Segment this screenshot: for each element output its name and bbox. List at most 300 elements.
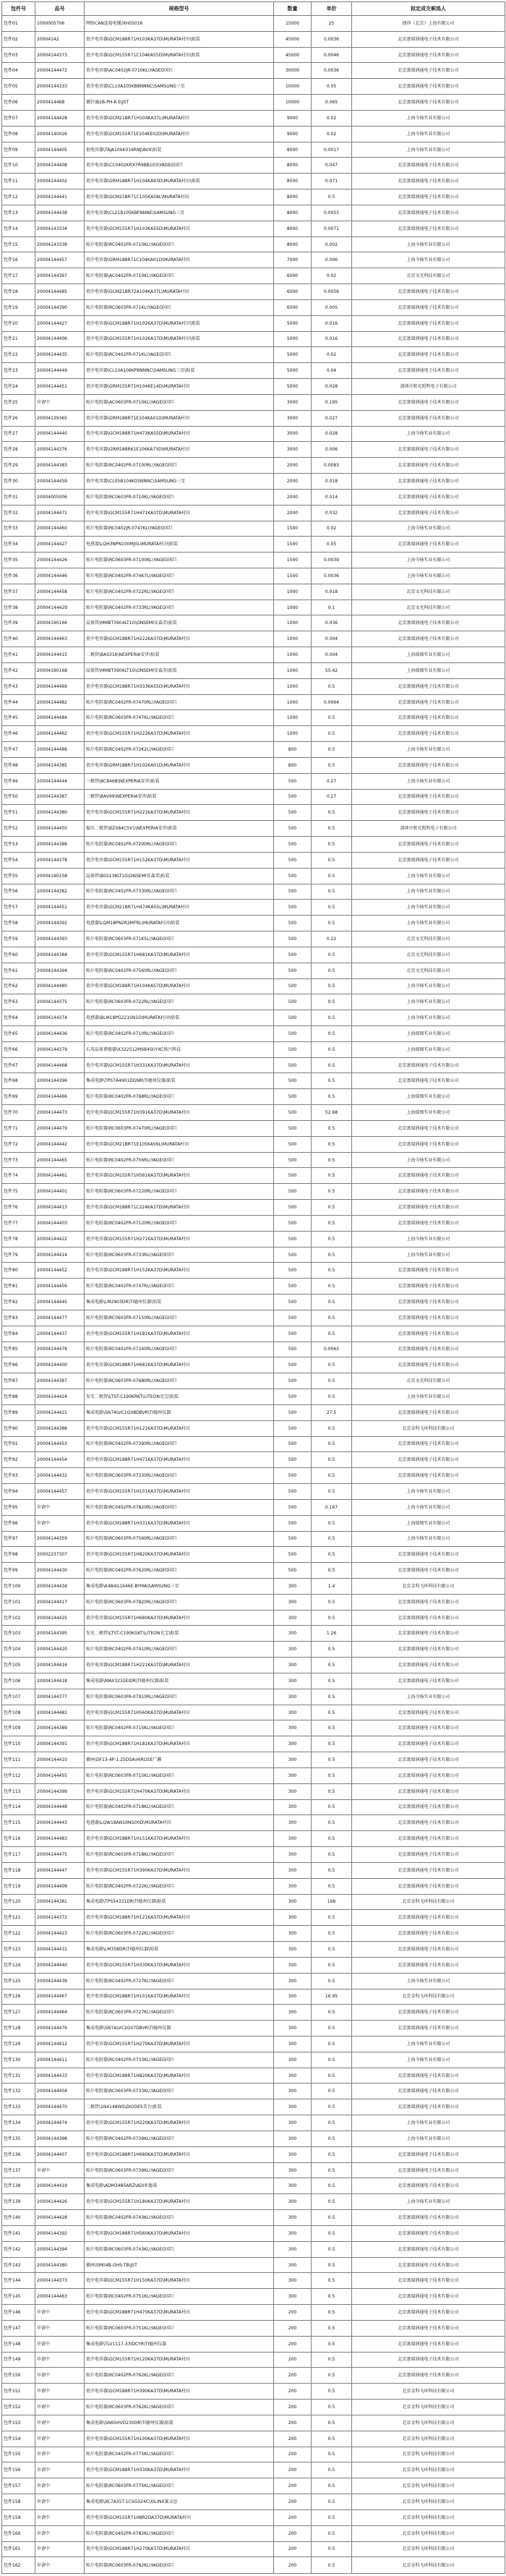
cell-spec-model: 瓷介电容器\GCM21BR71E105KA56L\MURATA村田 [85,1136,274,1152]
table-row [2,347,505,363]
cell-quantity: 500 [274,1073,312,1089]
cell-candidate: 上海今扬实业有限公司 [352,978,505,994]
table-row [2,2005,505,2021]
table-row [2,1200,505,1216]
cell-item-code: 20004144387 [35,1373,85,1389]
cell-quantity: 500 [274,1452,312,1468]
table-row [2,1705,505,1720]
cell-spec-model: 贴片电阻器\RC0402FR-0739KL\YAGEO国巨 [85,2131,274,2146]
cell-package-no: 包件45 [2,710,35,726]
cell-item-code: 申请中 [35,2509,85,2525]
cell-quantity: 300 [274,2194,312,2210]
cell-candidate: 北京富瑞润通电子技术有限公司 [352,331,505,347]
cell-item-code: 申请中 [35,2431,85,2447]
cell-quantity: 300 [274,2099,312,2115]
cell-item-code: 申请中 [35,2494,85,2510]
cell-item-code: 20004144373 [35,2273,85,2289]
cell-package-no: 包件14 [2,221,35,236]
cell-package-no: 包件78 [2,1231,35,1247]
cell-item-code: 20004190168 [35,662,85,678]
cell-candidate: 上海今扬实业有限公司 [352,742,505,758]
cell-quantity: 300 [274,1910,312,1926]
cell-candidate: 北京富瑞润通电子技术有限公司 [352,1658,505,1673]
cell-candidate: 北京富瑞润通电子技术有限公司 [352,805,505,821]
cell-spec-model: 发光二极管\LTST-C190KRKT\LITEON光宝\贴装 [85,1389,274,1405]
cell-spec-model: 贴片电阻器\RC0402FR-07470RL\YAGEO国巨 [85,694,274,710]
cell-candidate: 北京金科飞环科技有限公司 [352,2494,505,2510]
table-row [2,236,505,252]
cell-package-no: 包件43 [2,678,35,694]
cell-item-code: 20004144463 [35,2289,85,2305]
cell-quantity: 1000 [274,647,312,663]
cell-item-code: 20004144380 [35,2257,85,2273]
cell-quantity: 300 [274,1578,312,1594]
cell-spec-model: 贴片电阻器\RC0603FR-0718KL\YAGEO国巨 [85,1847,274,1863]
table-row [2,1152,505,1168]
cell-package-no: 包件103 [2,1626,35,1642]
table-row [2,331,505,347]
cell-candidate: 北京富瑞润通电子技术有限公司 [352,2162,505,2178]
table-row [2,1957,505,1973]
cell-spec-model: 瓷介电容器\GCM155R71H100KA37D\MURATA村田 [85,2431,274,2447]
cell-candidate: 上海今扬实业有限公司 [352,884,505,900]
table-row [2,1357,505,1373]
cell-unit-price: 0.5 [312,1531,352,1547]
table-row [2,1847,505,1863]
cell-spec-model: 贴片电阻器\RC0603FR-0722KL\YAGEO国巨 [85,1926,274,1942]
cell-quantity: 500 [274,852,312,868]
cell-unit-price: 0.5 [312,2146,352,2162]
cell-spec-model: 贴片电阻器\RC0402FR-07560RL\YAGEO国巨 [85,963,274,978]
cell-quantity: 300 [274,2068,312,2084]
cell-quantity: 500 [274,1499,312,1515]
cell-candidate: 北京金科飞环科技有限公司 [352,2525,505,2541]
cell-package-no: 包件30 [2,474,35,490]
cell-unit-price: 0.5 [312,1200,352,1216]
table-row [2,1783,505,1799]
cell-spec-model: 插座\SM04B-GHS-TB\JST [85,2257,274,2273]
cell-quantity: 500 [274,1057,312,1073]
cell-item-code: 20004144480 [35,978,85,994]
cell-unit-price: 0.006 [312,442,352,458]
cell-candidate: 上海今扬实业有限公司 [352,1152,505,1168]
cell-item-code: 20004144390 [35,299,85,315]
cell-candidate: 北京富瑞润通电子技术有限公司 [352,1184,505,1200]
cell-package-no: 包件149 [2,2352,35,2368]
cell-package-no: 包件130 [2,2052,35,2068]
cell-candidate: 北京富瑞润通电子技术有限公司 [352,837,505,853]
cell-item-code: 20004144392 [35,916,85,931]
table-row [2,678,505,694]
cell-candidate: 北京富瑞润通电子技术有限公司 [352,1626,505,1642]
cell-candidate: 北京金科飞环科技有限公司 [352,2462,505,2478]
cell-candidate: 北京金科飞环科技有限公司 [352,2541,505,2557]
cell-spec-model: 二极管\BAV99\NEXPERIA安世\贴装 [85,789,274,805]
cell-spec-model: 瓷介电容器\GCM188R71H470KA37D\MURATA村田 [85,2305,274,2321]
cell-package-no: 包件60 [2,947,35,963]
cell-unit-price: 0.0039 [312,553,352,568]
cell-candidate: 上海今扬实业有限公司 [352,1531,505,1547]
cell-unit-price: 0.5 [312,1089,352,1105]
cell-package-no: 包件155 [2,2447,35,2462]
table-header [2,2,505,16]
cell-package-no: 包件122 [2,1926,35,1942]
cell-spec-model: 瓷介电容器\GCM155R71H470KA37D\MURATA村田 [85,1783,274,1799]
cell-package-no: 包件107 [2,1689,35,1705]
cell-package-no: 包件121 [2,1910,35,1926]
cell-spec-model: 贴片电阻器\RC0402FR-0756RL\YAGEO国巨 [85,1152,274,1168]
cell-package-no: 包件52 [2,821,35,837]
cell-item-code: 申请中 [35,2368,85,2384]
cell-quantity: 5000 [274,347,312,363]
cell-candidate: 北京富瑞润通电子技术有限公司 [352,315,505,331]
cell-package-no: 包件75 [2,1184,35,1200]
cell-unit-price: 0.5 [312,1436,352,1452]
cell-package-no: 包件32 [2,505,35,521]
cell-candidate: 北京富瑞润通电子技术有限公司 [352,1326,505,1342]
cell-spec-model: 瓷介电容器\GCM155R71H680KA37D\MURATA村田 [85,1610,274,1626]
cell-spec-model: 瓷介电容器\CL10A106KP8NNNC\SAMSUNG三星\贴装 [85,363,274,379]
cell-candidate: 北京富瑞润通电子技术有限公司 [352,1705,505,1720]
cell-spec-model: 瓷介电容器\GCM188R71H330KA37D\MURATA村田 [85,2462,274,2478]
cell-package-no: 包件41 [2,647,35,663]
cell-spec-model: 瓷介电容器\GCM188R71H471KA37D\MURATA村田 [85,1452,274,1468]
cell-spec-model: 贴片电阻器\RC0402FR-0743KL\YAGEO国巨 [85,2210,274,2226]
cell-quantity: 300 [274,1720,312,1736]
cell-candidate: 北京富瑞润通电子技术有限公司 [352,2336,505,2352]
cell-item-code: 20004144449 [35,363,85,379]
cell-quantity: 45000 [274,31,312,47]
cell-package-no: 包件26 [2,410,35,426]
cell-quantity: 500 [274,1436,312,1452]
cell-unit-price: 0.5 [312,1310,352,1326]
table-row [2,2400,505,2415]
cell-candidate: 上海今扬实业有限公司 [352,1389,505,1405]
cell-quantity: 8000 [274,189,312,205]
table-row [2,142,505,158]
cell-item-code: 20004144437 [35,1326,85,1342]
cell-unit-price: 0.27 [312,773,352,789]
table-row [2,410,505,426]
cell-candidate: 北京金科飞环科技有限公司 [352,2478,505,2494]
cell-item-code: 20004144431 [35,1942,85,1958]
table-row [2,1247,505,1263]
cell-package-no: 包件64 [2,1010,35,1026]
table-row [2,1926,505,1942]
cell-candidate: 北京文光科技有限公司 [352,931,505,947]
cell-package-no: 包件135 [2,2131,35,2146]
cell-unit-price: 55.42 [312,662,352,678]
cell-spec-model: 瓷介电容器\GCM188R71H151KA37D\MURATA村田 [85,1831,274,1847]
cell-spec-model: 钽电容器\TAJA106K016RNJ\AVX\贴装 [85,142,274,158]
cell-unit-price: 0.5 [312,1279,352,1295]
cell-package-no: 包件141 [2,2225,35,2241]
cell-quantity: 300 [274,2162,312,2178]
cell-quantity: 300 [274,1799,312,1815]
cell-candidate: 北京富瑞润通电子技术有限公司 [352,1720,505,1736]
cell-item-code: 20004144374 [35,1010,85,1026]
table-row [2,1989,505,2005]
cell-quantity: 200 [274,2415,312,2431]
cell-package-no: 包件101 [2,1594,35,1610]
cell-quantity: 500 [274,805,312,821]
cell-unit-price: 0.5 [312,2447,352,2462]
cell-spec-model: 瓷介电容器\GCM188R71H560KA37D\MURATA村田 [85,2225,274,2241]
cell-item-code: 20004144453 [35,1436,85,1452]
cell-package-no: 包件88 [2,1389,35,1405]
cell-spec-model: 电感器\LQW18AN10NG00D\MURATA村田 [85,1815,274,1831]
cell-package-no: 包件08 [2,126,35,142]
cell-item-code: 20004139365 [35,410,85,426]
cell-item-code: 20004144413 [35,1200,85,1216]
cell-unit-price: 0.0053 [312,205,352,221]
cell-unit-price: 0.5 [312,1926,352,1942]
table-row [2,553,505,568]
table-row [2,1610,505,1626]
cell-candidate: 北京富瑞润通电子技术有限公司 [352,2084,505,2099]
table-row [2,1594,505,1610]
cell-candidate: 上海今扬实业有限公司 [352,1484,505,1500]
cell-unit-price: 0.002 [312,236,352,252]
cell-quantity: 200 [274,2525,312,2541]
cell-item-code: 20004144401 [35,1184,85,1200]
cell-spec-model: 贴片电阻器\RC0603FR-0775KL\YAGEO国巨 [85,2478,274,2494]
cell-item-code: 20004144408 [35,158,85,174]
cell-quantity: 1000 [274,615,312,631]
cell-unit-price: 0.5 [312,1484,352,1500]
cell-candidate: 北京富瑞润通电子技术有限公司 [352,1547,505,1563]
cell-package-no: 包件140 [2,2210,35,2226]
cell-spec-model: 贴片电阻器\RC0603FR-0739KL\YAGEO国巨 [85,2162,274,2178]
cell-candidate: 北京富瑞润通电子技术有限公司 [352,1673,505,1689]
table-row [2,947,505,963]
table-row [2,1720,505,1736]
cell-candidate: 北京富瑞润通电子技术有限公司 [352,1436,505,1452]
cell-spec-model: 瓷介电容器\GCM155R71E104KE02D\MURATA村田 [85,126,274,142]
cell-package-no: 包件74 [2,1168,35,1184]
table-row [2,568,505,584]
cell-unit-price: 0.27 [312,789,352,805]
cell-item-code: 20004144410 [35,1752,85,1768]
cell-candidate: 北京富瑞润通电子技术有限公司 [352,1831,505,1847]
cell-quantity: 500 [274,1342,312,1357]
table-row [2,1184,505,1200]
header-unit-price: 单价 [312,2,352,16]
cell-item-code: 20004144416 [35,1658,85,1673]
cell-candidate: 北京富瑞润通电子技术有限公司 [352,757,505,773]
cell-candidate: 北京富瑞润通电子技术有限公司 [352,363,505,379]
cell-package-no: 包件124 [2,1957,35,1973]
table-row [2,900,505,916]
cell-unit-price: 0.5 [312,1357,352,1373]
table-row [2,1057,505,1073]
cell-package-no: 包件144 [2,2273,35,2289]
cell-candidate: 北京金科飞环科技有限公司 [352,2557,505,2574]
cell-item-code: 20004144466 [35,1089,85,1105]
table-row [2,1263,505,1279]
cell-candidate: 北京金科飞环科技有限公司 [352,1578,505,1594]
cell-candidate: 上海瑞图实业有限公司 [352,647,505,663]
cell-package-no: 包件21 [2,331,35,347]
cell-spec-model: 贴片电阻器\RC0603FR-0747KL\YAGEO国巨 [85,710,274,726]
cell-candidate: 北京富瑞润通电子技术有限公司 [352,1073,505,1089]
cell-spec-model: 集成电路\SN65HVD230DR\TI德州仪器\贴装 [85,2415,274,2431]
cell-candidate: 北京富瑞润通电子技术有限公司 [352,1926,505,1942]
cell-spec-model: 贴片电阻器\RC0402FR-0751KL\YAGEO国巨 [85,2289,274,2305]
cell-unit-price: 0.5 [312,2431,352,2447]
cell-candidate: 北京富瑞润通电子技术有限公司 [352,1215,505,1231]
cell-unit-price: 0.05 [312,537,352,553]
cell-spec-model: 瓷介电容器\GCM155R71H8R2DA37D\MURATA村田 [85,2509,274,2525]
cell-unit-price: 0.5 [312,978,352,994]
cell-candidate: 北京富瑞润通电子技术有限公司 [352,852,505,868]
cell-package-no: 包件16 [2,252,35,268]
cell-package-no: 包件114 [2,1799,35,1815]
table-row [2,1973,505,1989]
cell-package-no: 包件131 [2,2068,35,2084]
cell-spec-model: 瓷介电容器\GCM155R71H102KA37D\MURATA村田\贴装 [85,331,274,347]
table-row [2,662,505,678]
cell-unit-price: 0.004 [312,647,352,663]
cell-unit-price: 0.5 [312,2084,352,2099]
cell-package-no: 包件69 [2,1089,35,1105]
cell-candidate: 北京富瑞润通电子技术有限公司 [352,1342,505,1357]
table-row [2,1484,505,1500]
cell-spec-model: 集成电路\SN74LVC2G07DBVR\TI德州仪器 [85,2021,274,2037]
cell-unit-price: 0.5 [312,821,352,837]
cell-spec-model: 瓷介电容器\GCM21BR71C105KA58L\MURATA村田 [85,189,274,205]
cell-item-code: 20004144478 [35,1342,85,1357]
cell-item-code: 20004144458 [35,584,85,600]
cell-unit-price: 0.167 [312,1499,352,1515]
cell-candidate: 上海今扬实业有限公司 [352,568,505,584]
cell-spec-model: 贴片电阻器\RC0603FR-07220RL\YAGEO国巨 [85,1184,274,1200]
cell-candidate: 上海今扬实业有限公司 [352,110,505,126]
cell-unit-price: 0.5 [312,1120,352,1136]
cell-unit-price: 0.5 [312,2131,352,2146]
cell-spec-model: 瓷介电容器\GCM155R71H222KA37D\MURATA村田 [85,726,274,742]
cell-package-no: 包件28 [2,442,35,458]
cell-item-code: 20004144443 [35,1815,85,1831]
cell-item-code: 20004144415 [35,647,85,663]
cell-quantity: 1000 [274,584,312,600]
cell-package-no: 包件55 [2,868,35,884]
cell-quantity: 200 [274,2336,312,2352]
cell-item-code: 20004144483 [35,1831,85,1847]
cell-spec-model: 贴片电阻器\RC0402FR-0715KL\YAGEO国巨 [85,1720,274,1736]
cell-item-code: 20004144394 [35,963,85,978]
cell-quantity: 1000 [274,726,312,742]
cell-item-code: 20004144482 [35,694,85,710]
cell-package-no: 包件65 [2,1026,35,1042]
table-row [2,363,505,379]
cell-unit-price: 0.028 [312,379,352,395]
cell-spec-model: 贴片电阻器\RC0402FR-07100RL\YAGEO国巨 [85,458,274,474]
table-row [2,1767,505,1783]
cell-spec-model: 三极管\BC846B\NEXPERIA安世\贴装 [85,773,274,789]
table-row [2,978,505,994]
cell-package-no: 包件99 [2,1563,35,1579]
cell-package-no: 包件37 [2,584,35,600]
table-row [2,2194,505,2210]
cell-quantity: 300 [274,1594,312,1610]
cell-item-code: 20004144462 [35,726,85,742]
cell-quantity: 5000 [274,331,312,347]
cell-candidate: 北京富瑞润通电子技术有限公司 [352,2289,505,2305]
cell-spec-model: 集成电路\SN74LVC1G08DBVR\TI德州仪器 [85,1404,274,1420]
cell-candidate: 北京富瑞润通电子技术有限公司 [352,2099,505,2115]
cell-item-code: 20004144393 [35,931,85,947]
cell-spec-model: 插座\DF13-4P-1.25DSA\HIROSE广濑 [85,1752,274,1768]
cell-item-code: 20004144409 [35,1878,85,1894]
cell-candidate: 北京富瑞润通电子技术有限公司 [352,1910,505,1926]
cell-unit-price: 0.5 [312,1831,352,1847]
cell-quantity: 45000 [274,47,312,63]
cell-item-code: 申请中 [35,1499,85,1515]
cell-quantity: 500 [274,1404,312,1420]
cell-spec-model: 贴片电阻器\RC0402FR-07240RL\YAGEO国巨 [85,1342,274,1357]
table-row [2,1626,505,1642]
cell-item-code: 20004144473 [35,1105,85,1121]
cell-unit-price: 0.02 [312,126,352,142]
table-row [2,994,505,1010]
cell-unit-price: 0.04 [312,363,352,379]
cell-item-code: 20004144427 [35,537,85,553]
cell-quantity: 500 [274,1563,312,1579]
cell-spec-model: 插针\B2B-PH-K-S\JST [85,95,274,111]
cell-package-no: 包件53 [2,837,35,853]
cell-item-code: 20004144459 [35,474,85,490]
cell-candidate: 北京富瑞润通电子技术有限公司 [352,205,505,221]
cell-quantity: 1500 [274,537,312,553]
cell-unit-price: 0.018 [312,474,352,490]
cell-quantity: 1000 [274,710,312,726]
cell-item-code: 20004144446 [35,568,85,584]
cell-spec-model: 瓷介电容器\GCM21BR71H104KA37L\MURATA村田 [85,110,274,126]
cell-item-code: 20004144398 [35,2131,85,2146]
cell-candidate: 北京金科飞环科技有限公司 [352,2447,505,2462]
cell-unit-price: 0.0046 [312,47,352,63]
table-row [2,1736,505,1752]
cell-spec-model: 贴片电阻器\RC0603FR-0722RL\YAGEO国巨 [85,994,274,1010]
table-row [2,47,505,63]
cell-item-code: 20004143334 [35,221,85,236]
cell-quantity: 300 [274,1847,312,1863]
cell-item-code: 20004144479 [35,1120,85,1136]
cell-package-no: 包件92 [2,1452,35,1468]
cell-package-no: 包件82 [2,1295,35,1310]
cell-spec-model: 贴片电阻器\RC0402FR-0762KL\YAGEO国巨 [85,2368,274,2384]
cell-candidate: 北京富瑞润通电子技术有限公司 [352,1847,505,1863]
cell-item-code: 20004144391 [35,1736,85,1752]
cell-item-code: 20004144438 [35,205,85,221]
cell-quantity: 300 [274,1957,312,1973]
cell-candidate: 北京富瑞润通电子技术有限公司 [352,505,505,521]
table-row [2,2225,505,2241]
cell-candidate: 北京富瑞润通电子技术有限公司 [352,31,505,47]
cell-candidate: 深圳市和光照明电子有限公司 [352,379,505,395]
cell-unit-price: 0.5 [312,1168,352,1184]
cell-candidate: 上海今扬实业有限公司 [352,916,505,931]
cell-unit-price: 0.5 [312,2115,352,2131]
cell-spec-model: 贴片电阻器\RC0603FR-0782KL\YAGEO国巨 [85,2557,274,2574]
cell-spec-model: 集成电路\K4B4G1646E-BYMA\SAMSUNG三星 [85,1578,274,1594]
cell-quantity: 300 [274,2037,312,2052]
cell-quantity: 8000 [274,205,312,221]
cell-unit-price: 0.5 [312,1862,352,1878]
cell-item-code: 20004144397 [35,268,85,284]
cell-unit-price: 0.0083 [312,458,352,474]
